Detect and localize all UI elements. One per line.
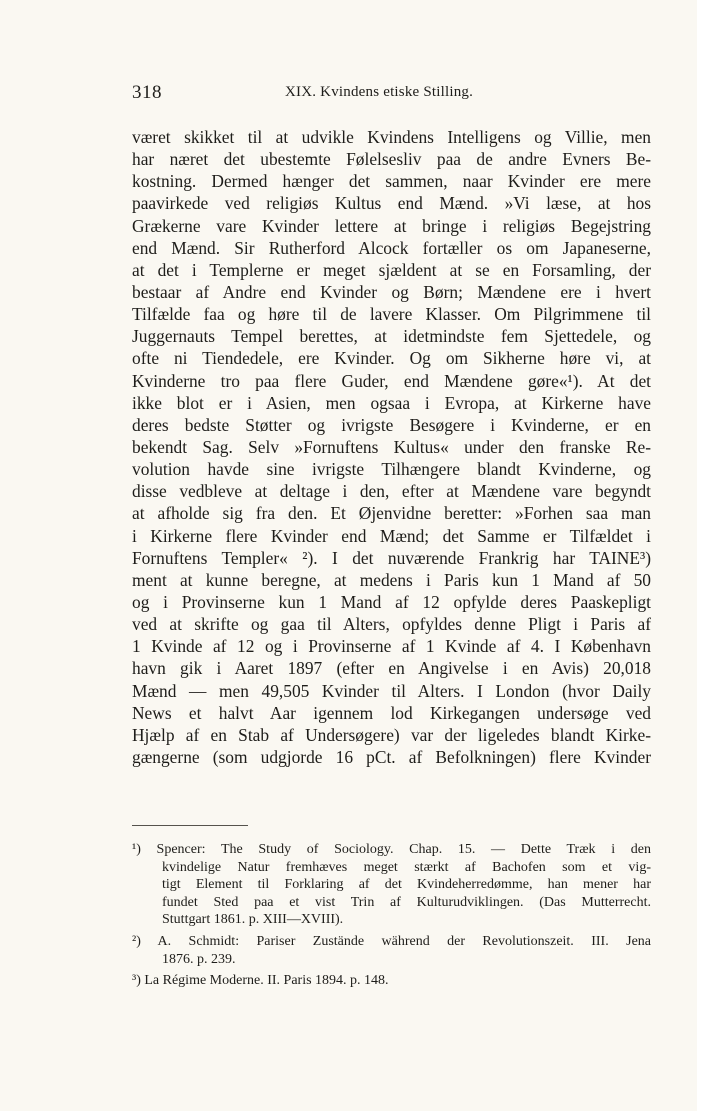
footnote-line: fundet Sted paa et vist Trin af Kulturudviklingen. (Das Mutterrecht. bbox=[162, 894, 651, 910]
footnotes bbox=[132, 841, 651, 990]
text-line: Fornuftens Templer« ²). I det nuværende Frankrig har TAINE³) bbox=[132, 547, 651, 568]
text-line: News et halvt Aar igennem lod Kirkegangen undersøge ved bbox=[132, 702, 651, 723]
footnote-line: ²) A. Schmidt: Pariser Zustände während der Revolutionszeit. III. Jena bbox=[132, 933, 651, 949]
text-line: Grækerne vare Kvinder lettere at bringe i religiøs Begejstring bbox=[132, 215, 651, 236]
footnote-line: ¹) Spencer: The Study of Sociology. Chap. 15. — Dette Træk i den bbox=[132, 842, 651, 857]
footnote-divider bbox=[132, 825, 248, 826]
text-line: end Mænd. Sir Rutherford Alcock fortæller os om Japaneserne, bbox=[132, 237, 651, 258]
text-line: Juggernauts Tempel berettes, at idetmindste fem Sjettedele, og bbox=[132, 326, 651, 347]
page-header bbox=[132, 82, 652, 106]
text-line: Kvinderne tro paa flere Guder, end Mændene gøre«¹). At det bbox=[132, 370, 651, 391]
text-line: disse vedbleve at deltage i den, efter at Mændene vare begyndt bbox=[132, 481, 651, 502]
footnote-line: ³) La Régime Moderne. II. Paris 1894. p. 148. bbox=[132, 973, 389, 989]
text-line: at det i Templerne er meget sjældent at se en Forsamling, der bbox=[132, 259, 651, 280]
page-number: 318 bbox=[132, 82, 162, 103]
text-line: ikke blot er i Asien, men ogsaa i Evropa, at Kirkerne have bbox=[132, 392, 651, 413]
text-line: har næret det ubestemte Følelsesliv paa de andre Evners Be- bbox=[132, 149, 651, 170]
text-line: Tilfælde faa og høre til de lavere Klasser. Om Pilgrimmene til bbox=[132, 304, 651, 325]
text-line: havn gik i Aaret 1897 (efter en Angivelse i en Avis) 20,018 bbox=[132, 658, 651, 679]
text-line: ment at kunne beregne, at medens i Paris kun 1 Mand af 50 bbox=[132, 569, 651, 590]
text-line: Hjælp af en Stab af Undersøgere) var der ligeledes blandt Kirke- bbox=[132, 724, 651, 745]
text-line: 1 Kvinde af 12 og i Provinserne af 1 Kvinde af 4. I København bbox=[132, 636, 651, 657]
text-line: og i Provinserne kun 1 Mand af 12 opfylde deres Paaskepligt bbox=[132, 591, 651, 612]
body-text bbox=[132, 126, 651, 768]
text-line: bekendt Sag. Selv »Fornuftens Kultus« under den franske Re- bbox=[132, 436, 651, 457]
scan-margin bbox=[697, 0, 705, 1111]
footnote-line: 1876. p. 239. bbox=[162, 951, 236, 967]
text-line: bestaar af Andre end Kvinder og Børn; Mændene ere i hvert bbox=[132, 281, 651, 302]
text-line: at afholde sig fra den. Et Øjenvidne beretter: »Forhen saa man bbox=[132, 503, 651, 524]
text-line: ofte ni Tiendedele, ere Kvinder. Og om Sikherne høre vi, at bbox=[132, 348, 651, 369]
running-head: XIX. Kvindens etiske Stilling. bbox=[285, 84, 474, 100]
text-line: ved at skrifte og gaa til Alters, opfyldes denne Pligt i Paris af bbox=[132, 614, 651, 635]
text-line: kostning. Dermed hænger det sammen, naar Kvinder ere mere bbox=[132, 171, 651, 192]
text-line: været skikket til at udvikle Kvindens Intelligens og Villie, men bbox=[132, 127, 651, 147]
text-line: gængerne (som udgjorde 16 pCt. af Befolkningen) flere Kvinder bbox=[132, 746, 651, 767]
footnote-line: Stuttgart 1861. p. XIII—XVIII). bbox=[162, 912, 344, 928]
text-line: deres bedste Støtter og ivrigste Besøgere i Kvinderne, er en bbox=[132, 414, 651, 435]
footnote-line: kvindelige Natur fremhæves meget stærkt af Bachofen som et vig- bbox=[162, 859, 651, 875]
footnote-line: tigt Element til Forklaring af det Kvindeherredømme, han mener har bbox=[162, 877, 651, 893]
text-line: Mænd — men 49,505 Kvinder til Alters. I London (hvor Daily bbox=[132, 680, 651, 701]
text-line: paavirkede ved religiøs Kultus end Mænd. »Vi læse, at hos bbox=[132, 193, 651, 214]
text-line: volution havde sine ivrigste Tilhængere blandt Kvinderne, og bbox=[132, 459, 651, 480]
text-line: i Kirkerne flere Kvinder end Mænd; det Samme er Tilfældet i bbox=[132, 525, 651, 546]
